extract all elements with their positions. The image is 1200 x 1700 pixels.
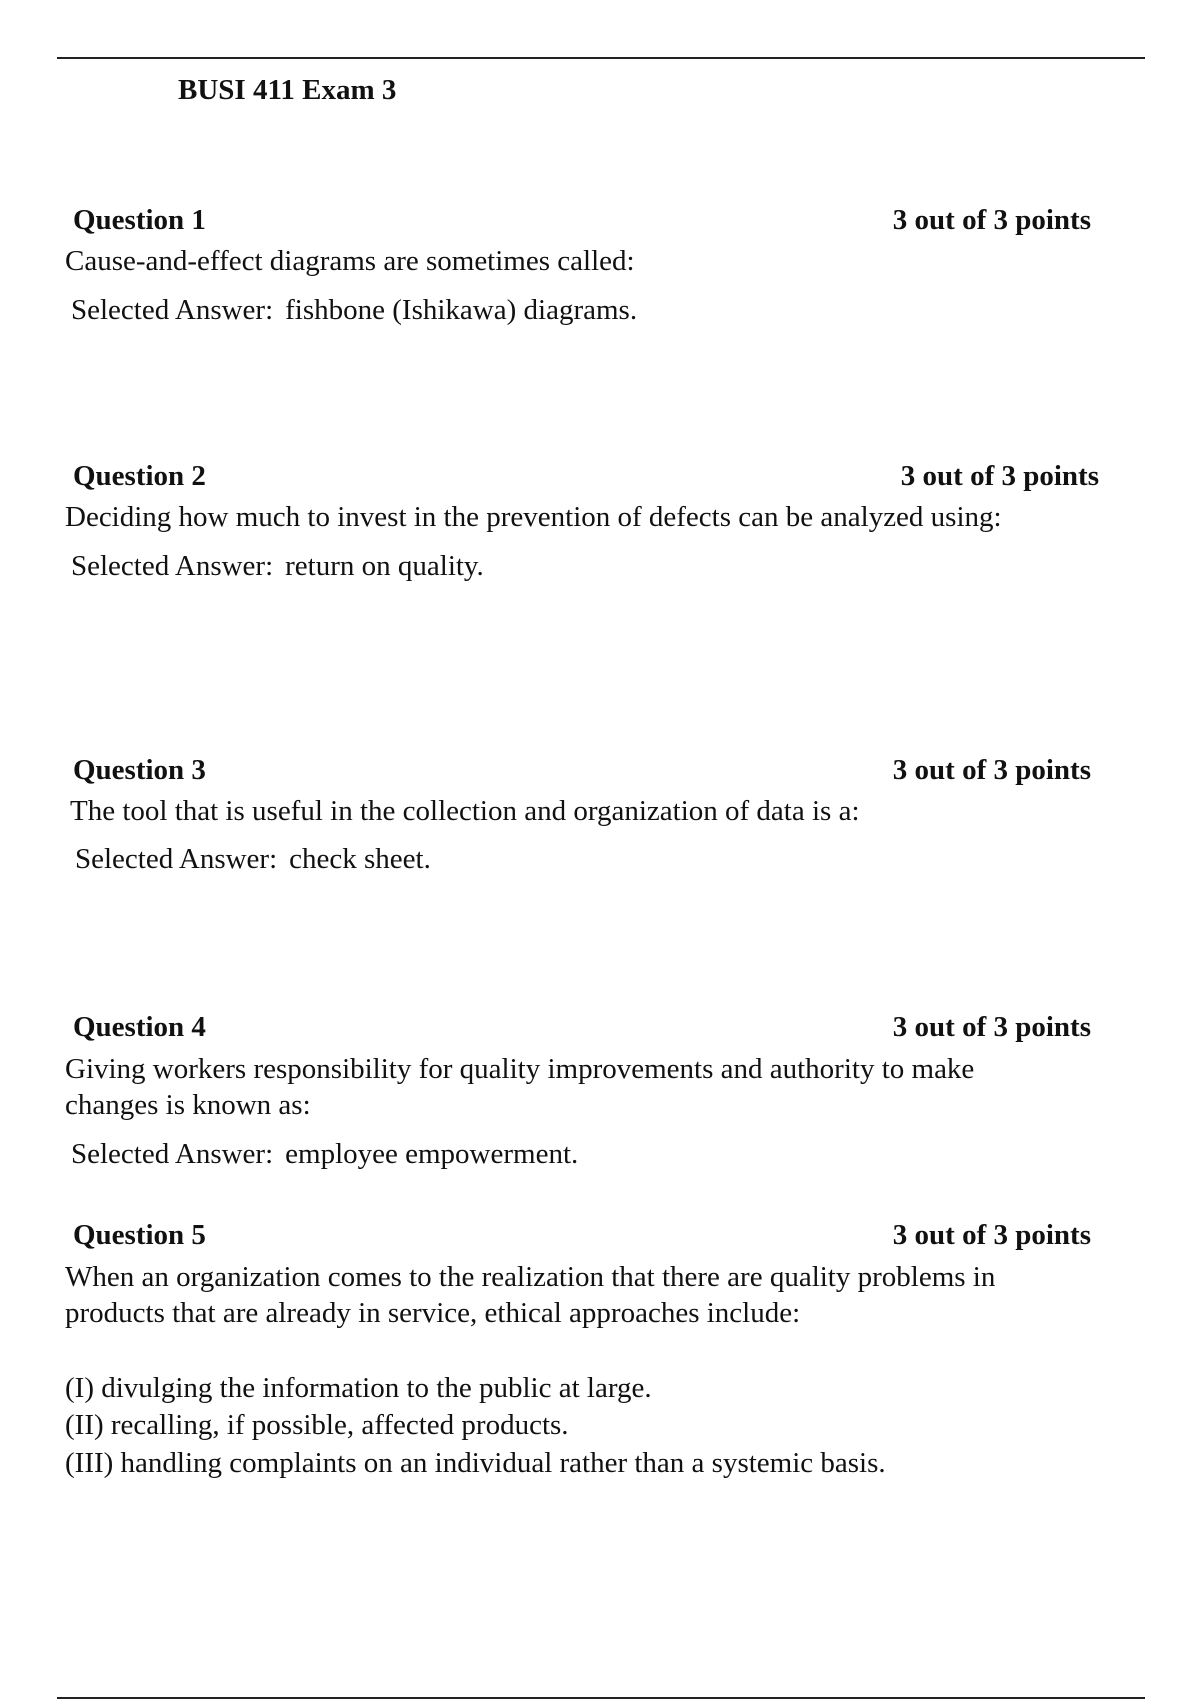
question-points: 3 out of 3 points (900, 460, 1099, 492)
selected-answer-value: return on quality. (285, 550, 484, 582)
question-text-line-2: products that are already in service, ethical approaches include: (65, 1297, 801, 1329)
question-heading: Question 2 (73, 460, 206, 492)
selected-answer (71, 1138, 578, 1171)
selected-answer-label: Selected Answer: (71, 294, 274, 326)
selected-answer-label: Selected Answer: (75, 843, 278, 875)
answer-option-2: (II) recalling, if possible, affected products. (65, 1409, 569, 1441)
top-divider (57, 57, 1145, 59)
question-heading: Question 3 (73, 754, 206, 786)
question-points: 3 out of 3 points (892, 1219, 1091, 1251)
selected-answer (71, 550, 484, 583)
selected-answer-label: Selected Answer: (71, 550, 274, 582)
question-heading: Question 1 (73, 204, 206, 236)
question-points: 3 out of 3 points (892, 204, 1091, 236)
selected-answer-label: Selected Answer: (71, 1138, 274, 1170)
selected-answer-value: check sheet. (289, 843, 431, 875)
selected-answer-value: fishbone (Ishikawa) diagrams. (285, 294, 638, 326)
question-text: Deciding how much to invest in the prevention of defects can be analyzed using: (65, 501, 1002, 533)
question-text-line-1: Giving workers responsibility for quality improvements and authority to make (65, 1053, 975, 1085)
question-text-line-2: changes is known as: (65, 1089, 311, 1121)
question-text: The tool that is useful in the collection and organization of data is a: (70, 795, 860, 827)
document-title: BUSI 411 Exam 3 (178, 74, 397, 106)
answer-option-1: (I) divulging the information to the public at large. (65, 1372, 652, 1404)
selected-answer-value: employee empowerment. (285, 1138, 579, 1170)
selected-answer (75, 843, 431, 876)
selected-answer (71, 294, 637, 327)
question-heading: Question 5 (73, 1219, 206, 1251)
question-text: Cause-and-effect diagrams are sometimes called: (65, 245, 635, 277)
answer-option-3: (III) handling complaints on an individual rather than a systemic basis. (65, 1447, 886, 1479)
question-points: 3 out of 3 points (892, 1011, 1091, 1043)
question-heading: Question 4 (73, 1011, 206, 1043)
question-text-line-1: When an organization comes to the realization that there are quality problems in (65, 1261, 996, 1293)
question-points: 3 out of 3 points (892, 754, 1091, 786)
bottom-divider (57, 1697, 1145, 1699)
